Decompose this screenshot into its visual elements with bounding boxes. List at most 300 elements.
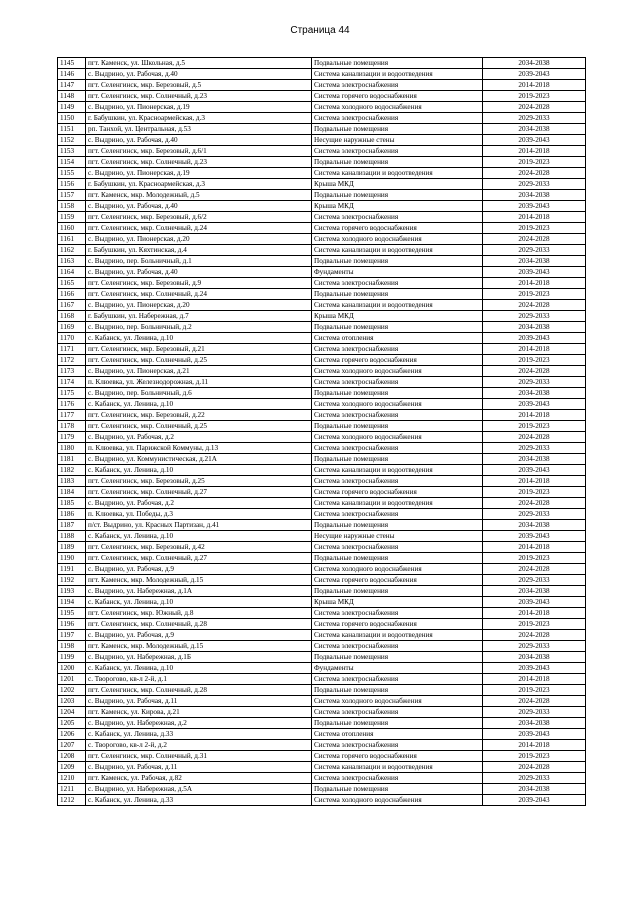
address-cell: с. Выдрино, ул. Рабочая, д.9	[86, 564, 312, 575]
table-row	[58, 124, 586, 135]
table-row	[58, 597, 586, 608]
table-row	[58, 91, 586, 102]
row-number-cell: 1194	[58, 597, 86, 608]
row-number-cell: 1156	[58, 179, 86, 190]
repair-period-cell: 2034-2038	[483, 520, 586, 531]
repair-period-cell: 2039-2043	[483, 663, 586, 674]
building-system-cell: Подвальные помещения	[312, 289, 483, 300]
row-number-cell: 1167	[58, 300, 86, 311]
building-system-cell: Система электроснабжения	[312, 542, 483, 553]
address-cell: с. Выдрино, ул. Рабочая, д.9	[86, 630, 312, 641]
repair-period-cell: 2029-2033	[483, 311, 586, 322]
repair-period-cell: 2029-2033	[483, 113, 586, 124]
table-row	[58, 333, 586, 344]
table-row	[58, 421, 586, 432]
address-cell: с. Выдрино, ул. Пионерская, д.21	[86, 366, 312, 377]
table-row	[58, 80, 586, 91]
row-number-cell: 1196	[58, 619, 86, 630]
row-number-cell: 1212	[58, 795, 86, 806]
repair-period-cell: 2039-2043	[483, 729, 586, 740]
table-row	[58, 355, 586, 366]
repair-period-cell: 2039-2043	[483, 795, 586, 806]
repair-period-cell: 2034-2038	[483, 322, 586, 333]
repair-period-cell: 2019-2023	[483, 619, 586, 630]
repair-period-cell: 2024-2028	[483, 762, 586, 773]
repair-period-cell: 2014-2018	[483, 410, 586, 421]
row-number-cell: 1157	[58, 190, 86, 201]
row-number-cell: 1162	[58, 245, 86, 256]
row-number-cell: 1183	[58, 476, 86, 487]
address-cell: с. Выдрино, ул. Пионерская, д.19	[86, 168, 312, 179]
address-cell: с. Кабанск, ул. Ленина, д.10	[86, 465, 312, 476]
row-number-cell: 1160	[58, 223, 86, 234]
building-system-cell: Система холодного водоснабжения	[312, 102, 483, 113]
row-number-cell: 1180	[58, 443, 86, 454]
table-row	[58, 399, 586, 410]
address-cell: пгт. Селенгинск, мкр. Березовый, д.25	[86, 476, 312, 487]
row-number-cell: 1181	[58, 454, 86, 465]
repair-period-cell: 2024-2028	[483, 168, 586, 179]
building-system-cell: Система электроснабжения	[312, 113, 483, 124]
building-system-cell: Система горячего водоснабжения	[312, 91, 483, 102]
row-number-cell: 1182	[58, 465, 86, 476]
building-system-cell: Несущие наружные стены	[312, 531, 483, 542]
row-number-cell: 1147	[58, 80, 86, 91]
row-number-cell: 1164	[58, 267, 86, 278]
building-system-cell: Подвальные помещения	[312, 454, 483, 465]
table-row	[58, 102, 586, 113]
repair-period-cell: 2024-2028	[483, 234, 586, 245]
row-number-cell: 1187	[58, 520, 86, 531]
row-number-cell: 1191	[58, 564, 86, 575]
repair-period-cell: 2034-2038	[483, 784, 586, 795]
row-number-cell: 1168	[58, 311, 86, 322]
building-system-cell: Несущие наружные стены	[312, 135, 483, 146]
building-system-cell: Система холодного водоснабжения	[312, 399, 483, 410]
repair-period-cell: 2029-2033	[483, 245, 586, 256]
building-system-cell: Система электроснабжения	[312, 443, 483, 454]
table-row	[58, 443, 586, 454]
repair-period-cell: 2039-2043	[483, 135, 586, 146]
page-title: Страница 44	[290, 25, 350, 36]
repair-period-cell: 2014-2018	[483, 212, 586, 223]
address-cell: с. Выдрино, ул. Набережная, д.2	[86, 718, 312, 729]
address-cell: пгт. Селенгинск, мкр. Солнечный, д.24	[86, 223, 312, 234]
repair-period-cell: 2034-2038	[483, 718, 586, 729]
repair-period-cell: 2039-2043	[483, 399, 586, 410]
address-cell: с. Кабанск, ул. Ленина, д.33	[86, 729, 312, 740]
building-system-cell: Система канализации и водоотведения	[312, 69, 483, 80]
building-system-cell: Подвальные помещения	[312, 520, 483, 531]
address-cell: с. Выдрино, ул. Набережная, д.1Б	[86, 652, 312, 663]
table-row	[58, 157, 586, 168]
address-cell: п. Клюевка, ул. Победы, д.3	[86, 509, 312, 520]
building-system-cell: Система электроснабжения	[312, 278, 483, 289]
table-row	[58, 487, 586, 498]
row-number-cell: 1158	[58, 201, 86, 212]
table-row	[58, 322, 586, 333]
row-number-cell: 1172	[58, 355, 86, 366]
building-system-cell: Система электроснабжения	[312, 674, 483, 685]
address-cell: п. Клюевка, ул. Железнодорожная, д.11	[86, 377, 312, 388]
row-number-cell: 1152	[58, 135, 86, 146]
address-cell: пгт. Каменск, мкр. Молодежный, д.5	[86, 190, 312, 201]
repair-period-cell: 2029-2033	[483, 179, 586, 190]
address-cell: с. Выдрино, пер. Больничный, д.2	[86, 322, 312, 333]
building-system-cell: Подвальные помещения	[312, 784, 483, 795]
table-row	[58, 740, 586, 751]
repair-period-cell: 2014-2018	[483, 344, 586, 355]
table-row	[58, 69, 586, 80]
address-cell: пгт. Селенгинск, мкр. Березовый, д.22	[86, 410, 312, 421]
row-number-cell: 1146	[58, 69, 86, 80]
building-system-cell: Система электроснабжения	[312, 608, 483, 619]
address-cell: пгт. Селенгинск, мкр. Солнечный, д.25	[86, 421, 312, 432]
row-number-cell: 1210	[58, 773, 86, 784]
address-cell: с. Выдрино, ул. Рабочая, д.40	[86, 267, 312, 278]
table-row	[58, 476, 586, 487]
table-row	[58, 784, 586, 795]
row-number-cell: 1190	[58, 553, 86, 564]
building-system-cell: Система канализации и водоотведения	[312, 245, 483, 256]
table-row	[58, 388, 586, 399]
table-row	[58, 575, 586, 586]
building-system-cell: Система отопления	[312, 333, 483, 344]
row-number-cell: 1154	[58, 157, 86, 168]
repair-period-cell: 2039-2043	[483, 69, 586, 80]
table-row	[58, 685, 586, 696]
address-cell: с. Выдрино, ул. Рабочая, д.11	[86, 696, 312, 707]
address-cell: г. Бабушкин, ул. Набережная, д.7	[86, 311, 312, 322]
row-number-cell: 1148	[58, 91, 86, 102]
row-number-cell: 1207	[58, 740, 86, 751]
repair-period-cell: 2039-2043	[483, 597, 586, 608]
row-number-cell: 1149	[58, 102, 86, 113]
repair-period-cell: 2029-2033	[483, 707, 586, 718]
building-system-cell: Подвальные помещения	[312, 157, 483, 168]
building-system-cell: Система горячего водоснабжения	[312, 751, 483, 762]
row-number-cell: 1151	[58, 124, 86, 135]
building-system-cell: Система холодного водоснабжения	[312, 366, 483, 377]
address-cell: с. Выдрино, ул. Рабочая, д.2	[86, 498, 312, 509]
address-cell: с. Кабанск, ул. Ленина, д.10	[86, 399, 312, 410]
address-cell: пгт. Селенгинск, мкр. Солнечный, д.25	[86, 355, 312, 366]
address-cell: с. Выдрино, ул. Набережная, д.1А	[86, 586, 312, 597]
building-system-cell: Подвальные помещения	[312, 685, 483, 696]
repair-period-cell: 2034-2038	[483, 58, 586, 69]
row-number-cell: 1155	[58, 168, 86, 179]
address-cell: пгт. Селенгинск, мкр. Солнечный, д.24	[86, 289, 312, 300]
repair-period-cell: 2024-2028	[483, 696, 586, 707]
repair-period-cell: 2034-2038	[483, 388, 586, 399]
building-system-cell: Подвальные помещения	[312, 256, 483, 267]
table-row	[58, 729, 586, 740]
row-number-cell: 1205	[58, 718, 86, 729]
repair-period-cell: 2034-2038	[483, 190, 586, 201]
table-row	[58, 223, 586, 234]
address-cell: пгт. Каменск, ул. Рабочая, д.82	[86, 773, 312, 784]
table-row	[58, 465, 586, 476]
repair-period-cell: 2039-2043	[483, 201, 586, 212]
table-row	[58, 762, 586, 773]
table-row	[58, 256, 586, 267]
table-row	[58, 564, 586, 575]
row-number-cell: 1193	[58, 586, 86, 597]
table-row	[58, 190, 586, 201]
row-number-cell: 1173	[58, 366, 86, 377]
table-row	[58, 663, 586, 674]
row-number-cell: 1165	[58, 278, 86, 289]
address-cell: с. Выдрино, ул. Рабочая, д.40	[86, 135, 312, 146]
building-system-cell: Подвальные помещения	[312, 421, 483, 432]
building-system-cell: Система электроснабжения	[312, 410, 483, 421]
building-system-cell: Система отопления	[312, 729, 483, 740]
building-system-cell: Система холодного водоснабжения	[312, 234, 483, 245]
row-number-cell: 1201	[58, 674, 86, 685]
address-cell: с. Кабанск, ул. Ленина, д.33	[86, 795, 312, 806]
row-number-cell: 1202	[58, 685, 86, 696]
table-row	[58, 454, 586, 465]
repair-period-cell: 2019-2023	[483, 355, 586, 366]
repair-period-cell: 2014-2018	[483, 278, 586, 289]
row-number-cell: 1161	[58, 234, 86, 245]
building-system-cell: Система электроснабжения	[312, 773, 483, 784]
table-row	[58, 586, 586, 597]
building-system-cell: Система канализации и водоотведения	[312, 465, 483, 476]
row-number-cell: 1198	[58, 641, 86, 652]
address-cell: пгт. Каменск, ул. Школьная, д.5	[86, 58, 312, 69]
address-cell: с. Выдрино, ул. Коммунистическая, д.21А	[86, 454, 312, 465]
address-cell: с. Выдрино, ул. Рабочая, д.40	[86, 69, 312, 80]
row-number-cell: 1145	[58, 58, 86, 69]
address-cell: с. Творогово, кв-л 2-й, д.2	[86, 740, 312, 751]
address-cell: пгт. Селенгинск, мкр. Березовый, д.5	[86, 80, 312, 91]
address-cell: г. Бабушкин, ул. Кяхтинская, д.4	[86, 245, 312, 256]
building-system-cell: Система холодного водоснабжения	[312, 564, 483, 575]
repair-period-cell: 2034-2038	[483, 454, 586, 465]
repair-period-cell: 2034-2038	[483, 124, 586, 135]
building-system-cell: Подвальные помещения	[312, 652, 483, 663]
table-row	[58, 553, 586, 564]
table-row	[58, 135, 586, 146]
table-row	[58, 751, 586, 762]
row-number-cell: 1206	[58, 729, 86, 740]
table-row	[58, 344, 586, 355]
repair-period-cell: 2024-2028	[483, 432, 586, 443]
repair-period-cell: 2024-2028	[483, 498, 586, 509]
repair-period-cell: 2014-2018	[483, 476, 586, 487]
building-system-cell: Система электроснабжения	[312, 707, 483, 718]
building-system-cell: Система горячего водоснабжения	[312, 223, 483, 234]
row-number-cell: 1169	[58, 322, 86, 333]
address-cell: пгт. Селенгинск, мкр. Южный, д.8	[86, 608, 312, 619]
repair-period-cell: 2024-2028	[483, 366, 586, 377]
repair-period-cell: 2029-2033	[483, 575, 586, 586]
building-system-cell: Система электроснабжения	[312, 212, 483, 223]
repair-period-cell: 2019-2023	[483, 421, 586, 432]
address-cell: с. Кабанск, ул. Ленина, д.10	[86, 663, 312, 674]
table-row	[58, 201, 586, 212]
row-number-cell: 1188	[58, 531, 86, 542]
table-row	[58, 619, 586, 630]
row-number-cell: 1163	[58, 256, 86, 267]
address-cell: с. Выдрино, ул. Пионерская, д.20	[86, 300, 312, 311]
row-number-cell: 1203	[58, 696, 86, 707]
repair-period-cell: 2014-2018	[483, 740, 586, 751]
table-row	[58, 498, 586, 509]
row-number-cell: 1179	[58, 432, 86, 443]
address-cell: с. Выдрино, ул. Пионерская, д.19	[86, 102, 312, 113]
row-number-cell: 1177	[58, 410, 86, 421]
table-row	[58, 773, 586, 784]
table-row	[58, 212, 586, 223]
row-number-cell: 1200	[58, 663, 86, 674]
building-system-cell: Система электроснабжения	[312, 146, 483, 157]
address-cell: пгт. Селенгинск, мкр. Березовый, д.6/1	[86, 146, 312, 157]
building-system-cell: Система электроснабжения	[312, 344, 483, 355]
table-row	[58, 652, 586, 663]
table-row	[58, 179, 586, 190]
building-system-cell: Система электроснабжения	[312, 740, 483, 751]
repair-period-cell: 2039-2043	[483, 531, 586, 542]
address-cell: с. Выдрино, пер. Больничный, д.1	[86, 256, 312, 267]
row-number-cell: 1204	[58, 707, 86, 718]
building-system-cell: Система канализации и водоотведения	[312, 300, 483, 311]
building-system-cell: Система электроснабжения	[312, 509, 483, 520]
row-number-cell: 1153	[58, 146, 86, 157]
repair-period-cell: 2019-2023	[483, 487, 586, 498]
building-system-cell: Система холодного водоснабжения	[312, 795, 483, 806]
building-system-cell: Система канализации и водоотведения	[312, 168, 483, 179]
building-system-cell: Фундаменты	[312, 267, 483, 278]
row-number-cell: 1176	[58, 399, 86, 410]
row-number-cell: 1208	[58, 751, 86, 762]
building-system-cell: Система горячего водоснабжения	[312, 619, 483, 630]
repair-period-cell: 2019-2023	[483, 289, 586, 300]
table-row	[58, 718, 586, 729]
table-row	[58, 696, 586, 707]
building-system-cell: Крыша МКД	[312, 179, 483, 190]
address-cell: пгт. Селенгинск, мкр. Солнечный, д.31	[86, 751, 312, 762]
address-cell: пгт. Селенгинск, мкр. Солнечный, д.27	[86, 553, 312, 564]
repair-period-cell: 2024-2028	[483, 564, 586, 575]
building-system-cell: Система электроснабжения	[312, 641, 483, 652]
table-row	[58, 311, 586, 322]
row-number-cell: 1209	[58, 762, 86, 773]
row-number-cell: 1184	[58, 487, 86, 498]
address-cell: п/ст. Выдрино, ул. Красных Партизан, д.41	[86, 520, 312, 531]
table-row	[58, 146, 586, 157]
address-cell: с. Выдрино, ул. Пионерская, д.20	[86, 234, 312, 245]
building-system-cell: Подвальные помещения	[312, 388, 483, 399]
building-system-cell: Подвальные помещения	[312, 58, 483, 69]
repair-period-cell: 2039-2043	[483, 465, 586, 476]
building-system-cell: Крыша МКД	[312, 201, 483, 212]
row-number-cell: 1211	[58, 784, 86, 795]
row-number-cell: 1175	[58, 388, 86, 399]
row-number-cell: 1171	[58, 344, 86, 355]
row-number-cell: 1150	[58, 113, 86, 124]
address-cell: с. Выдрино, ул. Набережная, д.5А	[86, 784, 312, 795]
row-number-cell: 1195	[58, 608, 86, 619]
address-cell: пгт. Селенгинск, мкр. Солнечный, д.28	[86, 685, 312, 696]
building-system-cell: Подвальные помещения	[312, 718, 483, 729]
row-number-cell: 1178	[58, 421, 86, 432]
repair-period-cell: 2019-2023	[483, 685, 586, 696]
address-cell: пгт. Селенгинск, мкр. Солнечный, д.23	[86, 157, 312, 168]
repair-period-cell: 2029-2033	[483, 509, 586, 520]
table-row	[58, 267, 586, 278]
repair-period-cell: 2024-2028	[483, 300, 586, 311]
repair-period-cell: 2014-2018	[483, 674, 586, 685]
row-number-cell: 1159	[58, 212, 86, 223]
repair-period-cell: 2019-2023	[483, 157, 586, 168]
repair-period-cell: 2034-2038	[483, 256, 586, 267]
table-row	[58, 520, 586, 531]
repair-period-cell: 2014-2018	[483, 608, 586, 619]
address-cell: пгт. Селенгинск, мкр. Березовый, д.21	[86, 344, 312, 355]
table-row	[58, 113, 586, 124]
table-row	[58, 300, 586, 311]
building-system-cell: Крыша МКД	[312, 597, 483, 608]
table-row	[58, 707, 586, 718]
repair-period-cell: 2039-2043	[483, 267, 586, 278]
repair-period-cell: 2014-2018	[483, 80, 586, 91]
address-cell: п. Клюевка, ул. Парижской Коммуны, д.13	[86, 443, 312, 454]
building-system-cell: Система канализации и водоотведения	[312, 498, 483, 509]
table-row	[58, 432, 586, 443]
row-number-cell: 1166	[58, 289, 86, 300]
row-number-cell: 1186	[58, 509, 86, 520]
address-cell: пгт. Каменск, мкр. Молодежный, д.15	[86, 641, 312, 652]
building-system-cell: Система канализации и водоотведения	[312, 762, 483, 773]
repair-period-cell: 2019-2023	[483, 91, 586, 102]
repair-schedule-table	[57, 57, 586, 806]
address-cell: пгт. Селенгинск, мкр. Солнечный, д.28	[86, 619, 312, 630]
address-cell: пгт. Селенгинск, мкр. Березовый, д.6/2	[86, 212, 312, 223]
address-cell: пгт. Селенгинск, мкр. Березовый, д.42	[86, 542, 312, 553]
repair-period-cell: 2024-2028	[483, 102, 586, 113]
table-row	[58, 377, 586, 388]
address-cell: с. Кабанск, ул. Ленина, д.10	[86, 333, 312, 344]
address-cell: с. Творогово, кв-л 2-й, д.1	[86, 674, 312, 685]
table-row	[58, 289, 586, 300]
building-system-cell: Система электроснабжения	[312, 80, 483, 91]
address-cell: с. Кабанск, ул. Ленина, д.10	[86, 597, 312, 608]
repair-period-cell: 2034-2038	[483, 586, 586, 597]
table-row	[58, 542, 586, 553]
repair-period-cell: 2019-2023	[483, 223, 586, 234]
table-row	[58, 58, 586, 69]
address-cell: пгт. Каменск, мкр. Молодежный, д.15	[86, 575, 312, 586]
address-cell: с. Выдрино, ул. Рабочая, д.11	[86, 762, 312, 773]
building-system-cell: Подвальные помещения	[312, 124, 483, 135]
table-row	[58, 630, 586, 641]
address-cell: с. Выдрино, ул. Рабочая, д.2	[86, 432, 312, 443]
building-system-cell: Подвальные помещения	[312, 190, 483, 201]
building-system-cell: Фундаменты	[312, 663, 483, 674]
table-row	[58, 245, 586, 256]
table-row	[58, 509, 586, 520]
address-cell: с. Кабанск, ул. Ленина, д.10	[86, 531, 312, 542]
table-row	[58, 674, 586, 685]
row-number-cell: 1199	[58, 652, 86, 663]
repair-period-cell: 2034-2038	[483, 652, 586, 663]
address-cell: г. Бабушкин, ул. Красноармейская, д.3	[86, 113, 312, 124]
table-row	[58, 278, 586, 289]
repair-period-cell: 2014-2018	[483, 146, 586, 157]
address-cell: г. Бабушкин, ул. Красноармейская, д.3	[86, 179, 312, 190]
